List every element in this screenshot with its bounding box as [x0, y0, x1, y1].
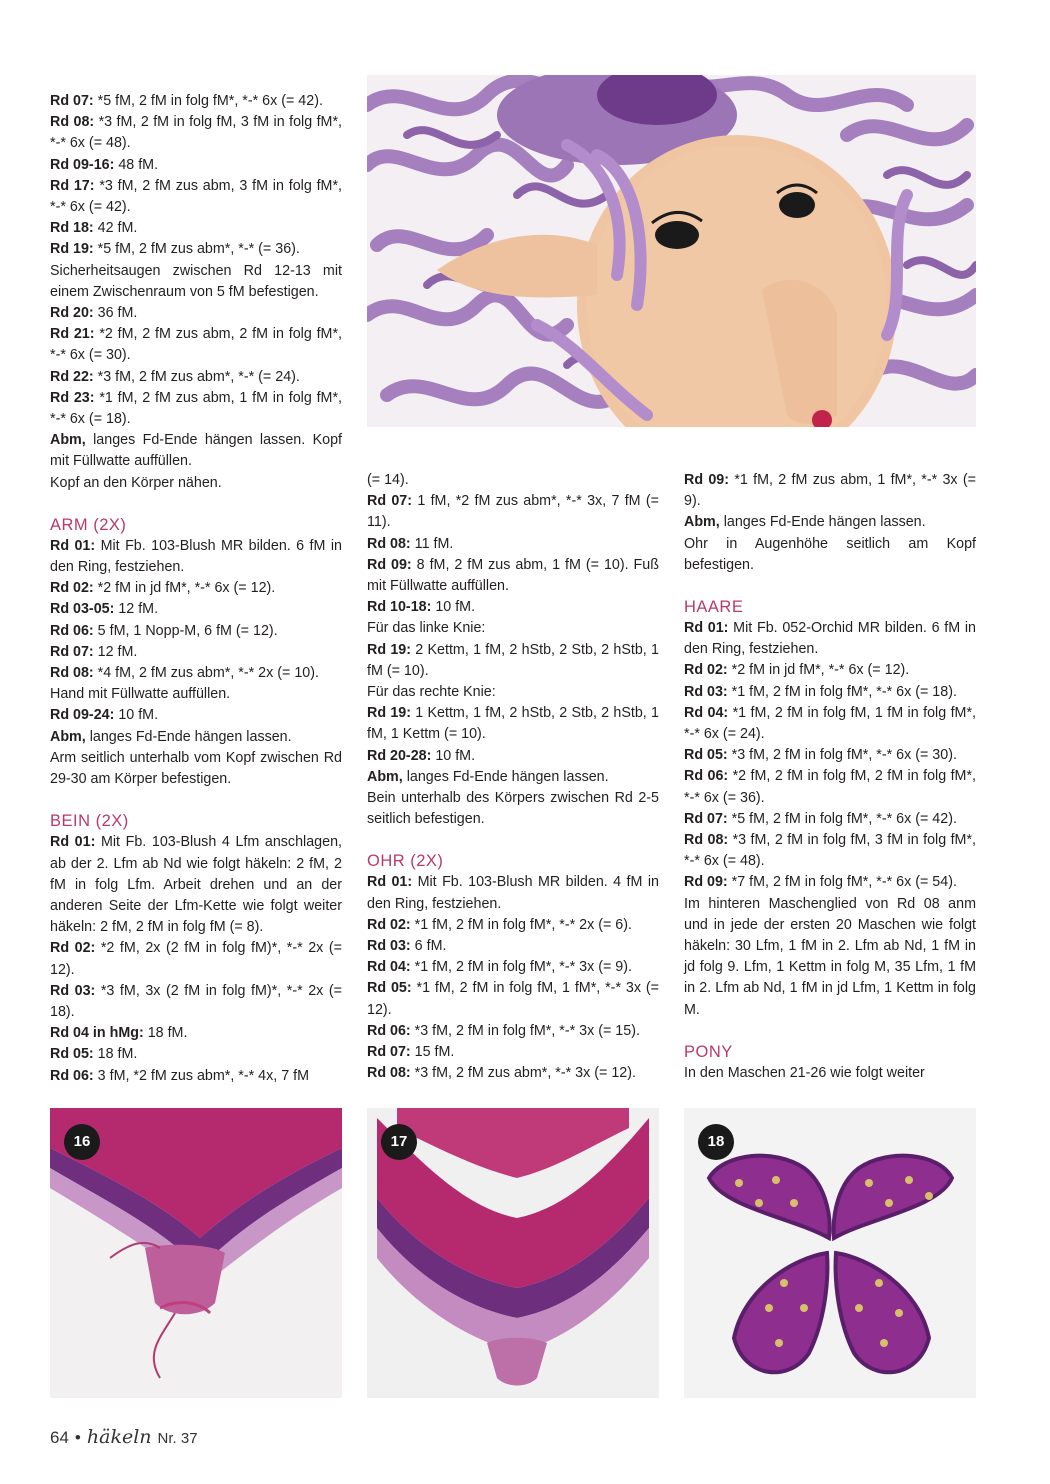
- instruction-text: *1 fM, 2 fM in folg fM, 1 fM in folg fM*, *-* 6x (= 24).: [684, 704, 976, 743]
- round-label: Rd 08:: [367, 535, 411, 552]
- instruction-line: [684, 830, 976, 872]
- instruction-text: Im hinteren Maschenglied von Rd 08 anm und in jede der ersten 20 Maschen wie folgt häkeln: 30 Lfm, 1 fM in 2. Lfm ab Nd, 1 fM in jd folg 9. Lfm, 1 Kettm in folg M, 35 Lfm, 1 fM in 2. Lfm ab Nd, 1 fM in jd Lfm, 1 Kettm in folg M.: [684, 895, 976, 1018]
- instruction-line: [50, 1044, 342, 1065]
- instruction-text: *1 fM, 2 fM in folg fM*, *-* 6x (= 18).: [727, 683, 957, 700]
- instruction-line: [50, 155, 342, 176]
- round-label: Rd 02:: [50, 940, 96, 957]
- round-label: Rd 10-18:: [367, 599, 432, 616]
- instruction-line: [684, 703, 976, 745]
- round-label: Rd 08:: [50, 114, 95, 131]
- instruction-text: *3 fM, 3x (2 fM in folg fM)*, *-* 2x (= 18).: [50, 982, 342, 1020]
- instruction-line: [50, 599, 342, 620]
- instruction-text: Für das linke Knie:: [367, 620, 486, 637]
- round-label: Rd 09:: [367, 556, 412, 573]
- round-label: Rd 03:: [684, 683, 728, 700]
- instruction-text: *3 fM, 2 fM zus abm*, *-* 3x (= 12).: [410, 1065, 636, 1082]
- instruction-line: [367, 746, 659, 767]
- ohr-instructions-continued: [684, 470, 976, 576]
- instruction-line: [684, 809, 976, 830]
- photo-doll-head: [367, 75, 976, 427]
- instruction-text: langes Fd-Ende hängen lassen.: [719, 514, 926, 531]
- instruction-line: [684, 682, 976, 703]
- instruction-line: [684, 534, 976, 576]
- instruction-text: *1 fM, 2 fM in folg fM*, *-* 3x (= 9).: [410, 959, 632, 976]
- section-title-ohr: OHR (2X): [367, 852, 444, 871]
- instruction-text: 6 fM.: [410, 938, 447, 955]
- instruction-line: [50, 91, 342, 112]
- doll-head-illustration: [367, 75, 976, 427]
- round-label: Rd 02:: [50, 580, 94, 597]
- round-label: Rd 09:: [684, 472, 730, 488]
- instruction-line: [50, 324, 342, 366]
- column-left: [50, 91, 342, 1087]
- round-label: Rd 06:: [367, 1022, 411, 1039]
- round-label: Rd 08:: [50, 665, 94, 682]
- round-label: Rd 07:: [367, 493, 413, 510]
- bein-instructions: [50, 832, 342, 1086]
- instruction-text: 15 fM.: [410, 1044, 455, 1061]
- photo-step-16: [50, 1108, 342, 1398]
- round-label: Abm,: [684, 514, 720, 531]
- instruction-line: [50, 705, 342, 726]
- instruction-text: Mit Fb. 103-Blush 4 Lfm anschlagen, ab der 2. Lfm ab Nd wie folgt häkeln: 2 fM, 2 fM in folg Lfm. Arbeit drehen und an der anderen Seite der Lfm-Kette wie folgt weiter häkeln: 2 fM, 2 fM in folg fM (= 8).: [50, 834, 342, 936]
- instruction-line: [367, 788, 659, 830]
- instruction-text: Kopf an den Körper nähen.: [50, 474, 222, 491]
- pony-instructions: [684, 1063, 976, 1084]
- instruction-text: 36 fM.: [93, 305, 138, 322]
- round-label: Rd 18:: [50, 220, 94, 237]
- instruction-text: Für das rechte Knie:: [367, 684, 496, 701]
- instruction-text: *5 fM, 2 fM zus abm*, *-* (= 36).: [93, 241, 300, 258]
- instruction-line: [367, 915, 659, 936]
- step-badge-16: 16: [64, 1124, 100, 1160]
- round-label: Rd 03:: [50, 982, 96, 999]
- instruction-text: 10 fM.: [114, 707, 159, 724]
- instruction-text: *2 fM in jd fM*, *-* 6x (= 12).: [727, 662, 910, 679]
- instruction-line: [367, 872, 659, 914]
- instruction-text: langes Fd-Ende hängen lassen.: [85, 728, 292, 745]
- instruction-text: *3 fM, 2 fM in folg fM*, *-* 3x (= 15).: [410, 1022, 640, 1039]
- instruction-text: *3 fM, 2 fM in folg fM, 3 fM in folg fM*, *-* 6x (= 48).: [50, 114, 342, 152]
- round-label: Rd 19:: [367, 641, 411, 658]
- instruction-text: Bein unterhalb des Körpers zwischen Rd 2-5 seitlich befestigen.: [367, 790, 659, 828]
- round-label: Rd 19:: [367, 705, 411, 722]
- instruction-line: [367, 703, 659, 745]
- round-label: Rd 09-24:: [50, 707, 115, 724]
- instruction-line: [367, 682, 659, 703]
- section-title-haare: HAARE: [684, 598, 744, 617]
- instruction-text: langes Fd-Ende hängen lassen.: [402, 768, 609, 785]
- instruction-text: *7 fM, 2 fM in folg fM*, *-* 6x (= 54).: [727, 874, 957, 891]
- round-label: Rd 01:: [50, 537, 96, 554]
- round-label: Rd 22:: [50, 368, 94, 385]
- instruction-text: 12 fM.: [114, 601, 159, 618]
- issue-number: Nr. 37: [157, 1430, 198, 1447]
- instruction-line: [367, 470, 659, 491]
- round-label: Rd 20-28:: [367, 747, 432, 764]
- instruction-line: [684, 1063, 976, 1084]
- round-label: Rd 03:: [367, 938, 411, 955]
- instruction-text: *5 fM, 2 fM in folg fM*, *-* 6x (= 42).: [93, 93, 323, 109]
- instruction-text: Mit Fb. 103-Blush MR bilden. 6 fM in den Ring, festziehen.: [50, 537, 342, 576]
- magazine-name: häkeln: [86, 1426, 152, 1448]
- round-label: Rd 04 in hMg:: [50, 1025, 144, 1042]
- instruction-line: [367, 936, 659, 957]
- page-number: 64: [50, 1428, 69, 1447]
- ohr-instructions: [367, 872, 659, 1084]
- instruction-text: 5 fM, 1 Nopp-M, 6 fM (= 12).: [93, 622, 278, 639]
- instruction-text: 10 fM.: [431, 747, 476, 764]
- round-label: Abm,: [367, 768, 403, 785]
- section-title-bein: BEIN (2X): [50, 812, 129, 831]
- instruction-line: [684, 470, 976, 512]
- instruction-line: [367, 957, 659, 978]
- instruction-line: [50, 112, 342, 154]
- instruction-text: *1 fM, 2 fM zus abm, 1 fM*, *-* 3x (= 9).: [684, 472, 976, 510]
- round-label: Rd 06:: [684, 768, 729, 785]
- round-label: Rd 08:: [367, 1065, 411, 1082]
- instruction-text: (= 14).: [367, 472, 409, 488]
- instruction-text: 48 fM.: [114, 156, 159, 173]
- instruction-text: Mit Fb. 103-Blush MR bilden. 4 fM in den Ring, festziehen.: [367, 874, 659, 912]
- instruction-line: [367, 491, 659, 533]
- step-badge-17: 17: [381, 1124, 417, 1160]
- instruction-text: *3 fM, 2 fM in folg fM*, *-* 6x (= 30).: [727, 747, 957, 764]
- instruction-text: 1 fM, *2 fM zus abm*, *-* 3x, 7 fM (= 11).: [367, 493, 659, 531]
- round-label: Abm,: [50, 432, 86, 449]
- page-footer: [50, 1426, 198, 1448]
- round-label: Rd 21:: [50, 326, 95, 343]
- instruction-text: 18 fM.: [143, 1025, 188, 1042]
- instruction-text: *2 fM in jd fM*, *-* 6x (= 12).: [93, 580, 276, 597]
- instruction-text: *3 fM, 2 fM zus abm*, *-* (= 24).: [93, 368, 300, 385]
- round-label: Abm,: [50, 728, 86, 745]
- instruction-line: [50, 578, 342, 599]
- column-right: [684, 470, 976, 1084]
- instruction-line: [50, 261, 342, 303]
- round-label: Rd 02:: [684, 662, 728, 679]
- instruction-line: [50, 239, 342, 260]
- round-label: Rd 01:: [50, 834, 96, 851]
- instruction-line: [50, 727, 342, 748]
- round-label: Rd 23:: [50, 389, 95, 406]
- instruction-line: [684, 766, 976, 808]
- round-label: Rd 17:: [50, 177, 95, 194]
- instruction-line: [367, 978, 659, 1020]
- instruction-text: *1 fM, 2 fM in folg fM*, *-* 2x (= 6).: [410, 916, 632, 933]
- instruction-line: [367, 534, 659, 555]
- arm-instructions: [50, 536, 342, 790]
- instruction-text: Arm seitlich unterhalb vom Kopf zwischen Rd 29-30 am Körper befestigen.: [50, 749, 342, 788]
- instruction-line: [50, 1066, 342, 1087]
- photo-step-17: [367, 1108, 659, 1398]
- instruction-text: *2 fM, 2 fM zus abm, 2 fM in folg fM*, *-* 6x (= 30).: [50, 326, 342, 364]
- head-instructions: [50, 91, 342, 494]
- step-badge-18: 18: [698, 1124, 734, 1160]
- round-label: Rd 20:: [50, 305, 94, 322]
- instruction-text: In den Maschen 21-26 wie folgt weiter: [684, 1064, 925, 1081]
- column-middle: [367, 470, 659, 1084]
- instruction-line: [367, 555, 659, 597]
- instruction-text: 1 Kettm, 1 fM, 2 hStb, 2 Stb, 2 hStb, 1 fM, 1 Kettm (= 10).: [367, 705, 660, 743]
- instruction-line: [367, 1042, 659, 1063]
- photo-step-18: [684, 1108, 976, 1398]
- instruction-line: [684, 660, 976, 681]
- round-label: Rd 07:: [50, 93, 94, 109]
- round-label: Rd 05:: [684, 747, 728, 764]
- instruction-text: *3 fM, 2 fM in folg fM, 3 fM in folg fM*, *-* 6x (= 48).: [684, 832, 976, 870]
- instruction-line: [367, 767, 659, 788]
- instruction-line: [684, 745, 976, 766]
- round-label: Rd 06:: [50, 622, 94, 639]
- instruction-text: 2 Kettm, 1 fM, 2 hStb, 2 Stb, 2 hStb, 1 fM (= 10).: [367, 641, 660, 679]
- bein-instructions-continued: [367, 470, 659, 830]
- instruction-line: [50, 642, 342, 663]
- instruction-text: *1 fM, 2 fM zus abm, 1 fM in folg fM*, *-* 6x (= 18).: [50, 389, 342, 428]
- instruction-text: Sicherheitsaugen zwischen Rd 12-13 mit einem Zwischenraum von 5 fM befestigen.: [50, 262, 342, 300]
- instruction-line: [684, 872, 976, 893]
- instruction-text: 42 fM.: [93, 220, 138, 237]
- instruction-line: [50, 621, 342, 642]
- round-label: Rd 03-05:: [50, 601, 115, 618]
- round-label: Rd 09-16:: [50, 156, 115, 173]
- instruction-line: [50, 748, 342, 790]
- round-label: Rd 04:: [684, 704, 729, 721]
- round-label: Rd 05:: [367, 980, 412, 997]
- instruction-text: 12 fM.: [93, 643, 138, 660]
- round-label: Rd 01:: [684, 620, 729, 637]
- instruction-text: 18 fM.: [93, 1046, 138, 1063]
- instruction-text: Ohr in Augenhöhe seitlich am Kopf befestigen.: [684, 535, 976, 573]
- instruction-text: Hand mit Füllwatte auffüllen.: [50, 686, 231, 703]
- instruction-line: [50, 176, 342, 218]
- round-label: Rd 02:: [367, 916, 411, 933]
- instruction-line: [367, 1021, 659, 1042]
- instruction-line: [50, 367, 342, 388]
- instruction-text: *2 fM, 2x (2 fM in folg fM)*, *-* 2x (= 12).: [50, 940, 342, 978]
- round-label: Rd 07:: [684, 810, 728, 827]
- instruction-text: *3 fM, 2 fM zus abm, 3 fM in folg fM*, *-* 6x (= 42).: [50, 177, 342, 216]
- instruction-text: Mit Fb. 052-Orchid MR bilden. 6 fM in den Ring, festziehen.: [684, 620, 976, 658]
- instruction-line: [50, 832, 342, 938]
- round-label: Rd 01:: [367, 874, 413, 891]
- instruction-line: [50, 473, 342, 494]
- instruction-text: 11 fM.: [410, 535, 454, 552]
- round-label: Rd 07:: [50, 643, 94, 660]
- instruction-text: 3 fM, *2 fM zus abm*, *-* 4x, 7 fM: [93, 1067, 310, 1084]
- instruction-line: [50, 536, 342, 578]
- instruction-line: [367, 1063, 659, 1084]
- instruction-line: [50, 218, 342, 239]
- instruction-text: *5 fM, 2 fM in folg fM*, *-* 6x (= 42).: [727, 810, 957, 827]
- instruction-line: [50, 430, 342, 472]
- instruction-line: [50, 663, 342, 684]
- round-label: Rd 06:: [50, 1067, 94, 1084]
- round-label: Rd 08:: [684, 832, 729, 849]
- instruction-line: [367, 597, 659, 618]
- instruction-line: [50, 303, 342, 324]
- instruction-line: [684, 618, 976, 660]
- round-label: Rd 19:: [50, 241, 94, 258]
- round-label: Rd 07:: [367, 1044, 411, 1061]
- section-title-arm: ARM (2X): [50, 515, 127, 534]
- instruction-line: [367, 640, 659, 682]
- footer-bullet: •: [74, 1428, 81, 1447]
- round-label: Rd 09:: [684, 874, 728, 891]
- instruction-text: 10 fM.: [431, 599, 476, 616]
- instruction-line: [684, 512, 976, 533]
- instruction-text: *1 fM, 2 fM in folg fM, 1 fM*, *-* 3x (= 12).: [367, 980, 659, 1018]
- instruction-text: *2 fM, 2 fM in folg fM, 2 fM in folg fM*, *-* 6x (= 36).: [684, 768, 976, 806]
- instruction-line: [50, 1023, 342, 1044]
- haare-instructions: [684, 618, 976, 1021]
- instruction-line: [50, 981, 342, 1023]
- instruction-line: [50, 684, 342, 705]
- instruction-line: [684, 894, 976, 1021]
- round-label: Rd 05:: [50, 1046, 94, 1063]
- instruction-text: *4 fM, 2 fM zus abm*, *-* 2x (= 10).: [93, 665, 319, 682]
- instruction-line: [50, 938, 342, 980]
- instruction-line: [367, 618, 659, 639]
- round-label: Rd 04:: [367, 959, 411, 976]
- instruction-text: langes Fd-Ende hängen lassen. Kopf mit Füllwatte auffüllen.: [50, 432, 342, 470]
- instruction-line: [50, 388, 342, 430]
- instruction-text: 8 fM, 2 fM zus abm, 1 fM (= 10). Fuß mit Füllwatte auffüllen.: [367, 556, 659, 595]
- section-title-pony: PONY: [684, 1042, 733, 1061]
